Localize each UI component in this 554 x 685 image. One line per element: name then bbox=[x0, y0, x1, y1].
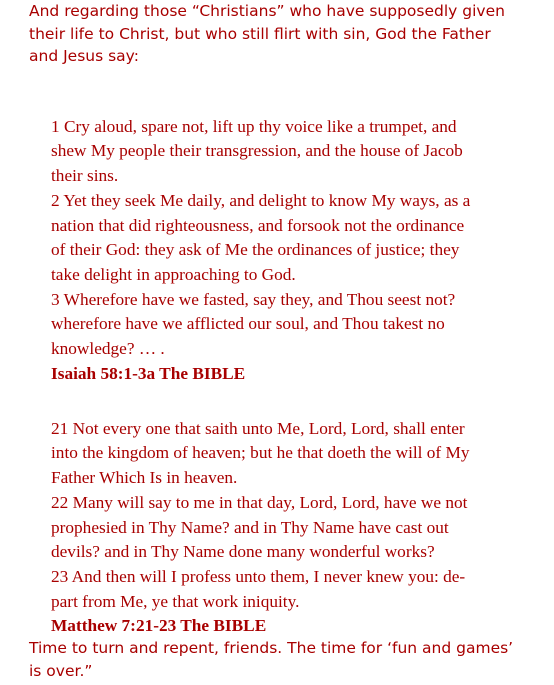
intro-paragraph: And regarding those “Christians” who have supposedly given their life to Christ, but who still flirt with sin, God the Father and Jesus say: bbox=[29, 2, 505, 65]
scripture-quote-isaiah bbox=[51, 90, 551, 411]
scripture-quote-matthew bbox=[51, 392, 551, 664]
closing-paragraph: Time to turn and repent, friends. The time for ‘fun and games’ is over.” bbox=[29, 639, 514, 680]
quote-text: 21 Not every one that saith unto Me, Lord, Lord, shall enter into the kingdom of heaven; but he that doeth the will of My Father Which Is in heaven. 22 Many will say to me in that day, Lord, Lord, have we not prophesied in Thy Name? and in Thy Name have cast out devils? and in Thy Name done many wonderful works? 23 And then will I profess unto them, I never knew you: de- part from Me, ye that work iniquity. bbox=[51, 418, 470, 611]
quote-reference: Matthew 7:21-23 The BIBLE bbox=[51, 616, 267, 636]
quote-text: 1 Cry aloud, spare not, lift up thy voice like a trumpet, and shew My people their transgression, and the house of Jacob their sins. 2 Yet they seek Me daily, and delight to know My ways, as a nation that did righteousness, and forsook not the ordinance of their God: they ask of Me the ordinances of justice; they take delight in approaching to God. 3 Wherefore have we fasted, say they, and Thou seest not? wherefore have we afflicted our soul, and Thou takest no knowledge? … . bbox=[51, 116, 471, 359]
quote-reference: Isaiah 58:1-3a The BIBLE bbox=[51, 363, 246, 383]
